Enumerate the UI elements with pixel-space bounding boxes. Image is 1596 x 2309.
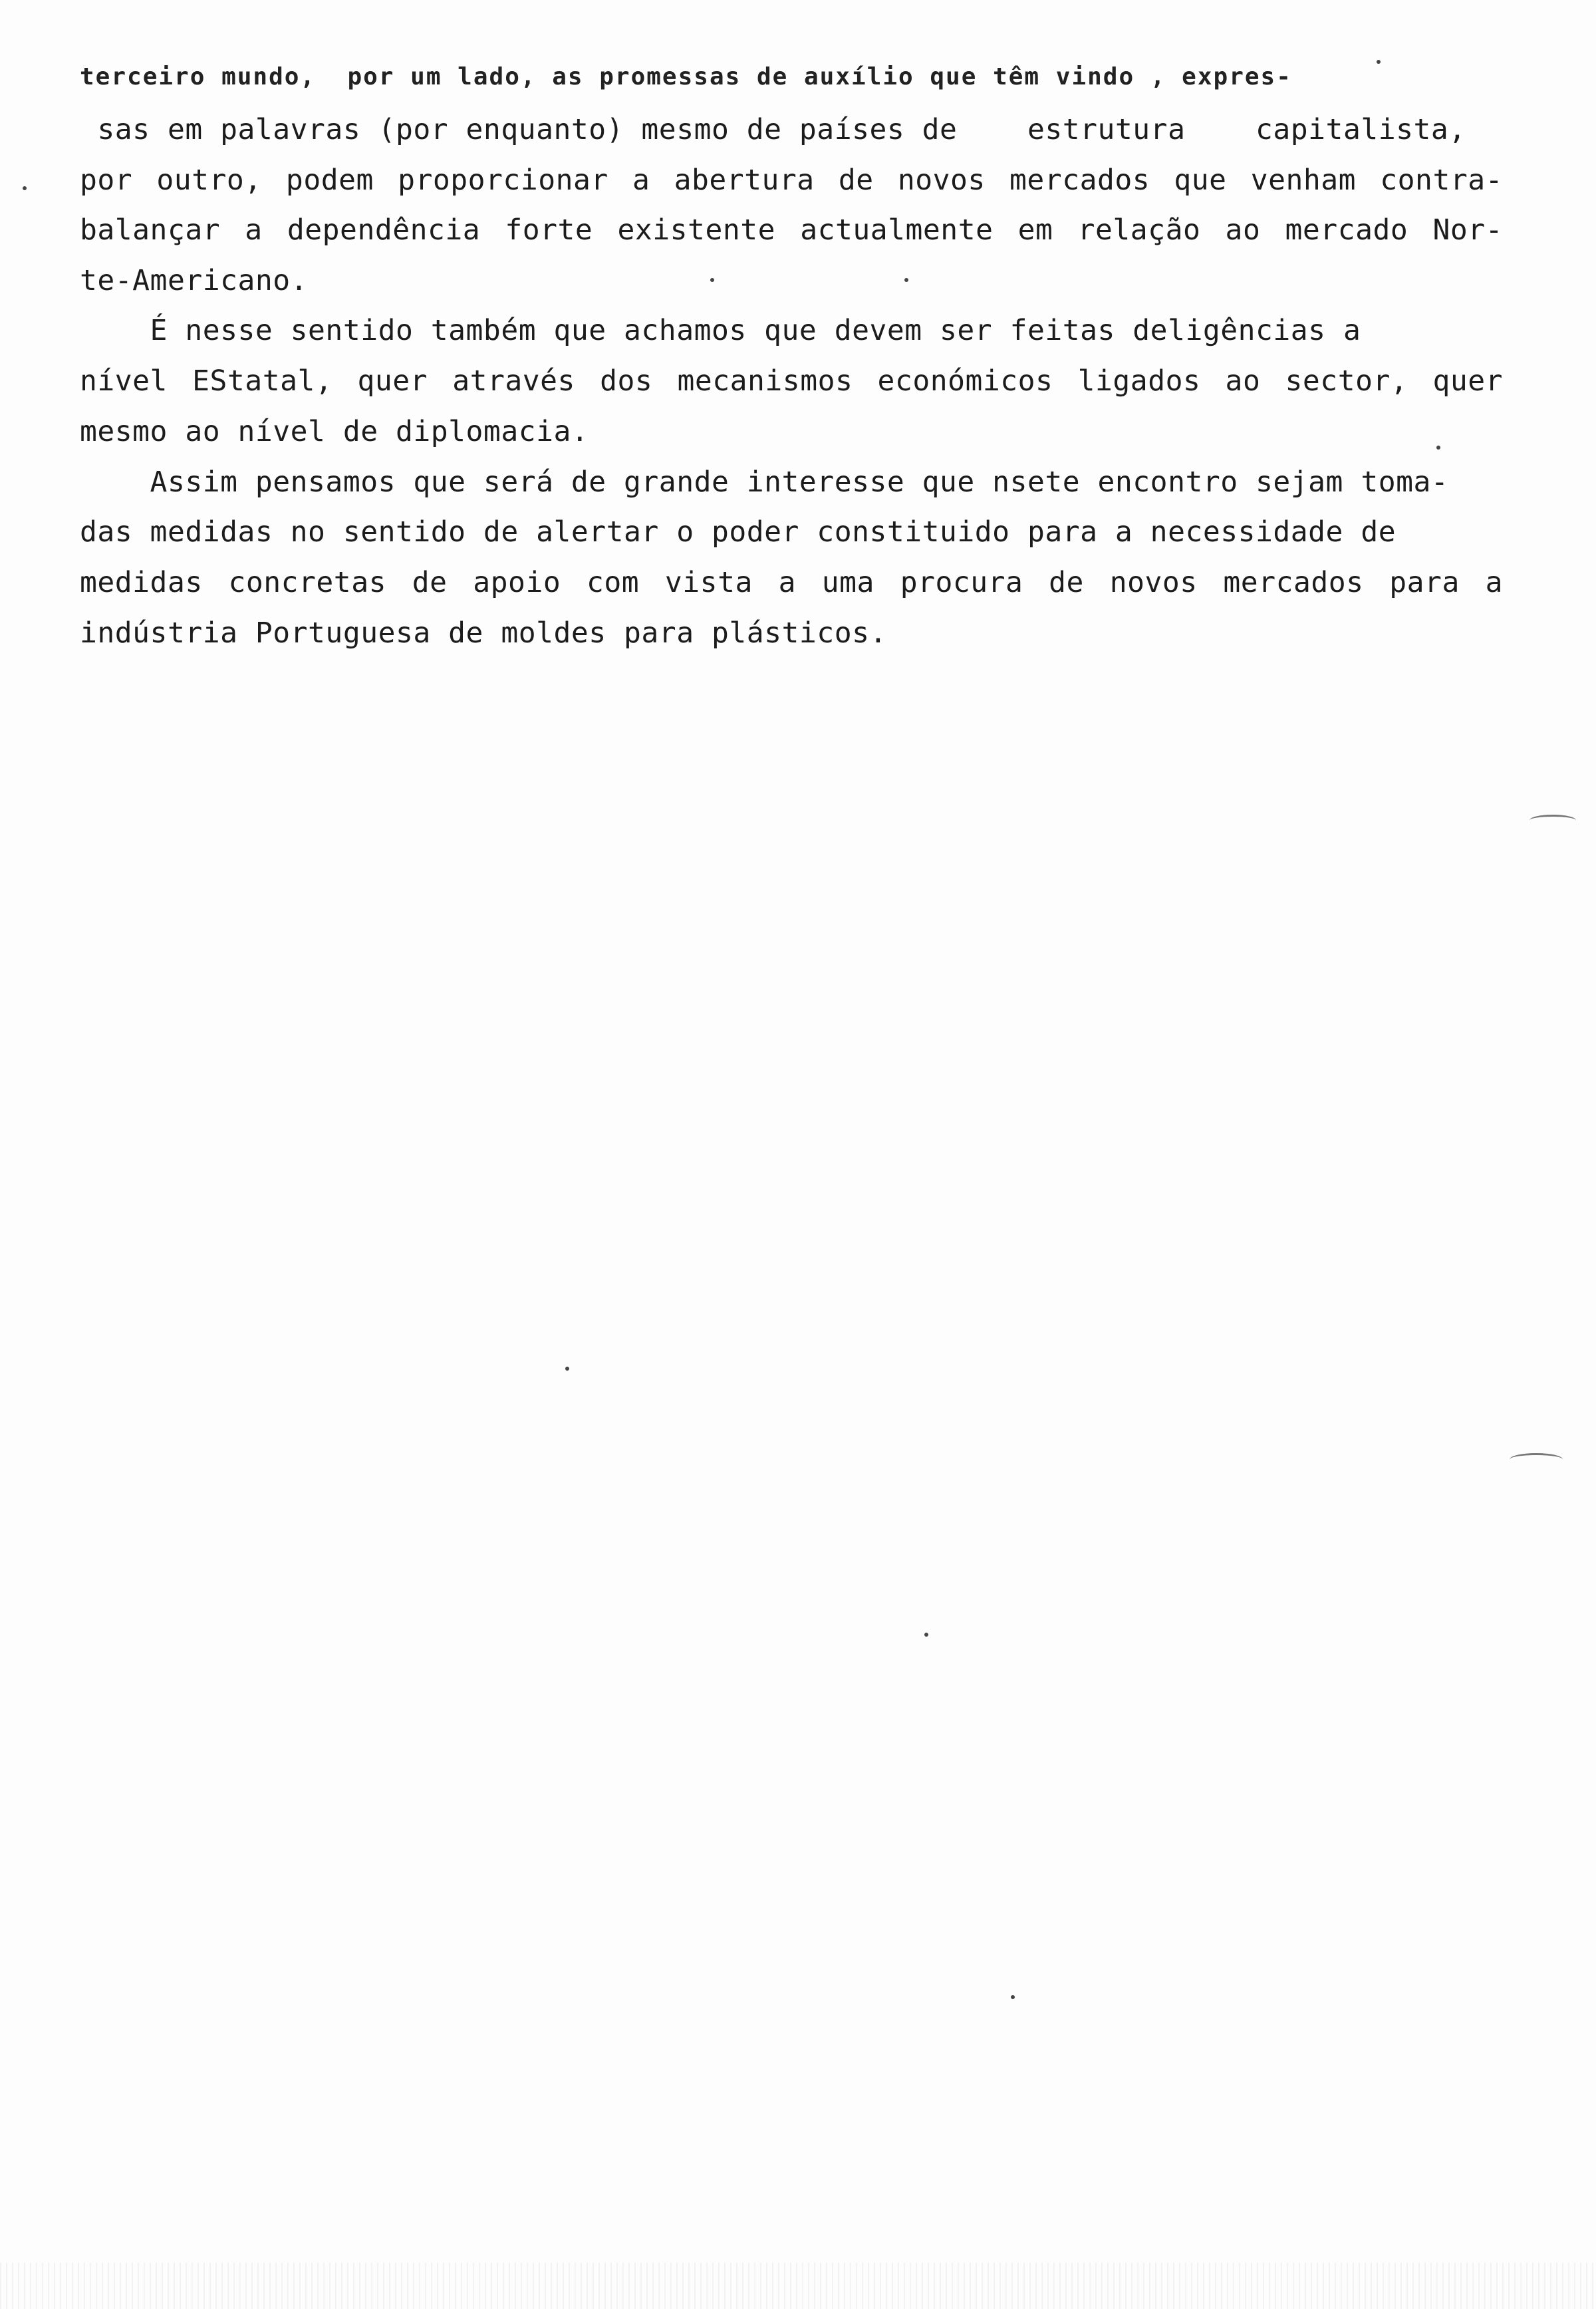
text-line-8: mesmo ao nível de diplomacia.	[80, 415, 589, 448]
text-line-4: balançar a dependência forte existente actualmente em relação ao mercado Nor-	[80, 213, 1503, 247]
scan-noise-band	[0, 2262, 1596, 2309]
text-line-10: das medidas no sentido de alertar o poder constituido para a necessidade de	[80, 515, 1396, 549]
scan-speck	[924, 1633, 928, 1637]
text-line-2: sas em palavras (por enquanto) mesmo de países de estrutura capitalista,	[80, 113, 1466, 146]
text-line-3: por outro, podem proporcionar a abertura de novos mercados que venham contra-	[80, 164, 1503, 197]
text-line-7: nível EStatal, quer através dos mecanismos económicos ligados ao sector, quer	[80, 364, 1503, 398]
text-line-9: Assim pensamos que será de grande interesse que nsete encontro sejam toma-	[80, 466, 1449, 499]
scan-speck	[1011, 1995, 1015, 1999]
text-line-12: indústria Portuguesa de moldes para plásticos.	[80, 616, 887, 650]
scan-speck	[1436, 446, 1440, 450]
scan-speck	[565, 1367, 569, 1371]
scan-speck	[710, 278, 714, 282]
text-line-5: te-Americano.	[80, 264, 309, 297]
scan-mark	[1530, 815, 1576, 826]
text-line-1: terceiro mundo, por um lado, as promessas de auxílio que têm vindo , expres-	[80, 63, 1292, 90]
scan-mark	[1510, 1453, 1563, 1466]
scan-speck	[904, 278, 908, 282]
text-line-11: medidas concretas de apoio com vista a uma procura de novos mercados para a	[80, 566, 1503, 599]
text-line-6: É nesse sentido também que achamos que devem ser feitas deligências a	[80, 314, 1361, 347]
scan-speck	[1377, 60, 1381, 64]
scan-speck	[23, 186, 27, 190]
